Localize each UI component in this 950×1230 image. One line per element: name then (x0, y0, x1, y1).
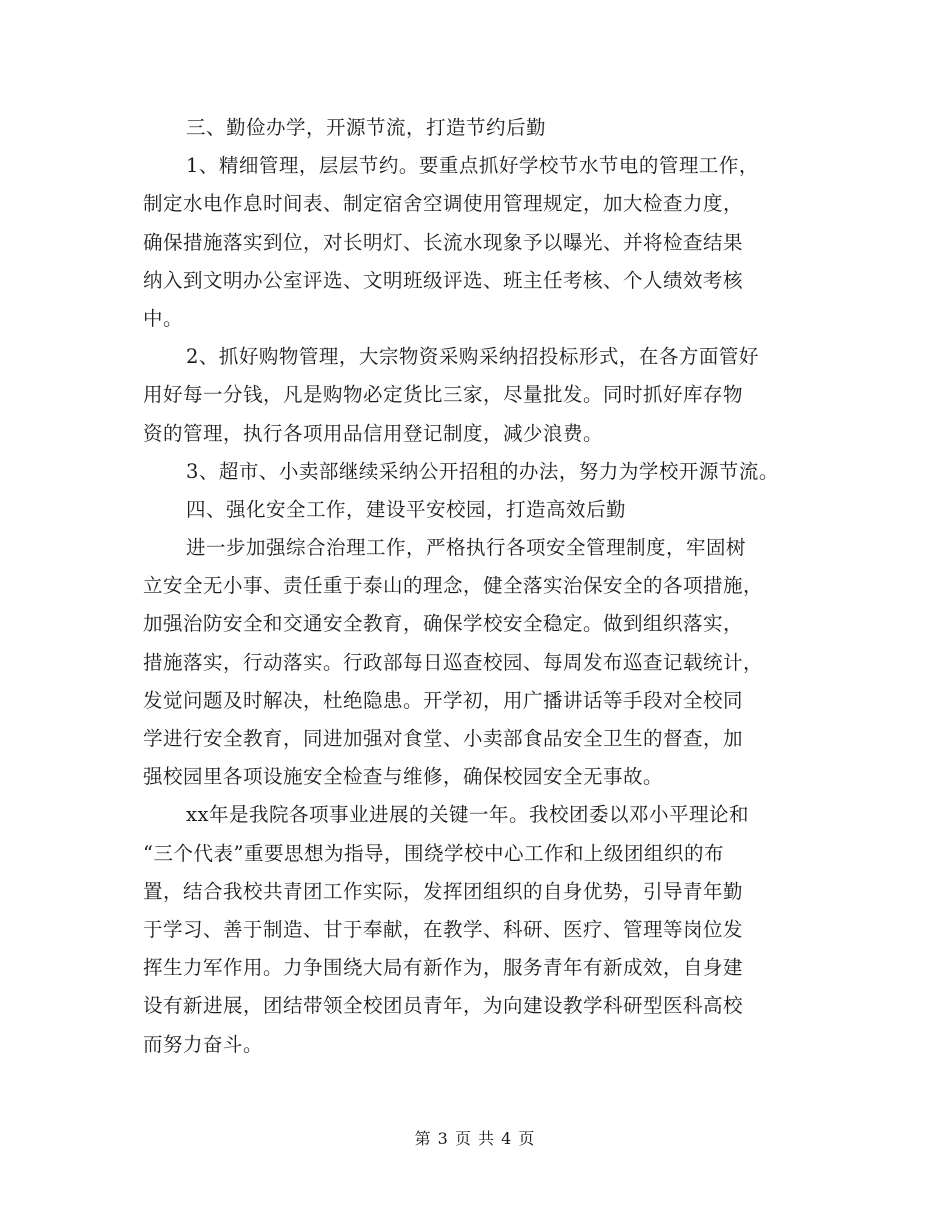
text-line: 2、抓好购物管理，大宗物资采购采纳招投标形式，在各方面管好 (186, 345, 759, 369)
text-line: 而努力奋斗。 (143, 1032, 264, 1056)
text-line: 三、勤俭办学，开源节流，打造节约后勤 (186, 116, 547, 139)
text-line: 置，结合我校共青团工作实际，发挥团组织的自身优势，引导青年勤 (143, 879, 744, 903)
text-line: 3、超市、小卖部继续采纳公开招租的办法，努力为学校开源节流。 (186, 459, 779, 483)
document-body (143, 109, 813, 1064)
text-line: 强校园里各项设施安全检查与维修，确保校园安全无事故。 (143, 765, 664, 789)
text-line: 用好每一分钱，凡是购物必定货比三家，尽量批发。同时抓好库存物 (143, 383, 744, 407)
text-line: “三个代表”重要思想为指导，围绕学校中心工作和上级团组织的布 (143, 841, 724, 865)
text-line: xx年是我院各项事业进展的关键一年。我校团委以邓小平理论和 (186, 803, 749, 827)
text-line: 四、强化安全工作，建设平安校园，打造高效后勤 (186, 497, 627, 521)
text-line: 学进行安全教育，同进加强对食堂、小卖部食品安全卫生的督查，加 (143, 727, 744, 750)
text-line: 制定水电作息时间表、制定宿舍空调使用管理规定，加大检查力度， (143, 192, 744, 216)
text-line: 进一步加强综合治理工作，严格执行各项安全管理制度，牢固树 (186, 536, 747, 560)
text-line: 纳入到文明办公室评选、文明班级评选、班主任考核、个人绩效考核 (143, 268, 744, 292)
text-line: 立安全无小事、责任重于泰山的理念，健全落实治保安全的各项措施， (143, 574, 764, 598)
text-line: 挥生力军作用。力争围绕大局有新作为，服务青年有新成效，自身建 (143, 956, 744, 980)
text-line: 于学习、善于制造、甘于奉献，在教学、科研、医疗、管理等岗位发 (143, 917, 744, 941)
text-line: 设有新进展，团结带领全校团员青年，为向建设教学科研型医科高校 (143, 994, 744, 1018)
text-line: 中。 (143, 306, 184, 330)
text-line: 发觉问题及时解决，杜绝隐患。开学初，用广播讲话等手段对全校同 (143, 688, 744, 712)
text-line: 1、精细管理，层层节约。要重点抓好学校节水节电的管理工作， (186, 154, 759, 178)
text-line: 措施落实，行动落实。行政部每日巡查校园、每周发布巡查记载统计， (143, 650, 764, 674)
text-line: 确保措施落实到位，对长明灯、长流水现象予以曝光、并将检查结果 (143, 230, 744, 254)
page-number-footer: 第 3 页 共 4 页 (414, 1129, 536, 1148)
text-line: 资的管理，执行各项用品信用登记制度，减少浪费。 (143, 421, 604, 445)
text-line: 加强治防安全和交通安全教育，确保学校安全稳定。做到组织落实， (143, 612, 744, 636)
